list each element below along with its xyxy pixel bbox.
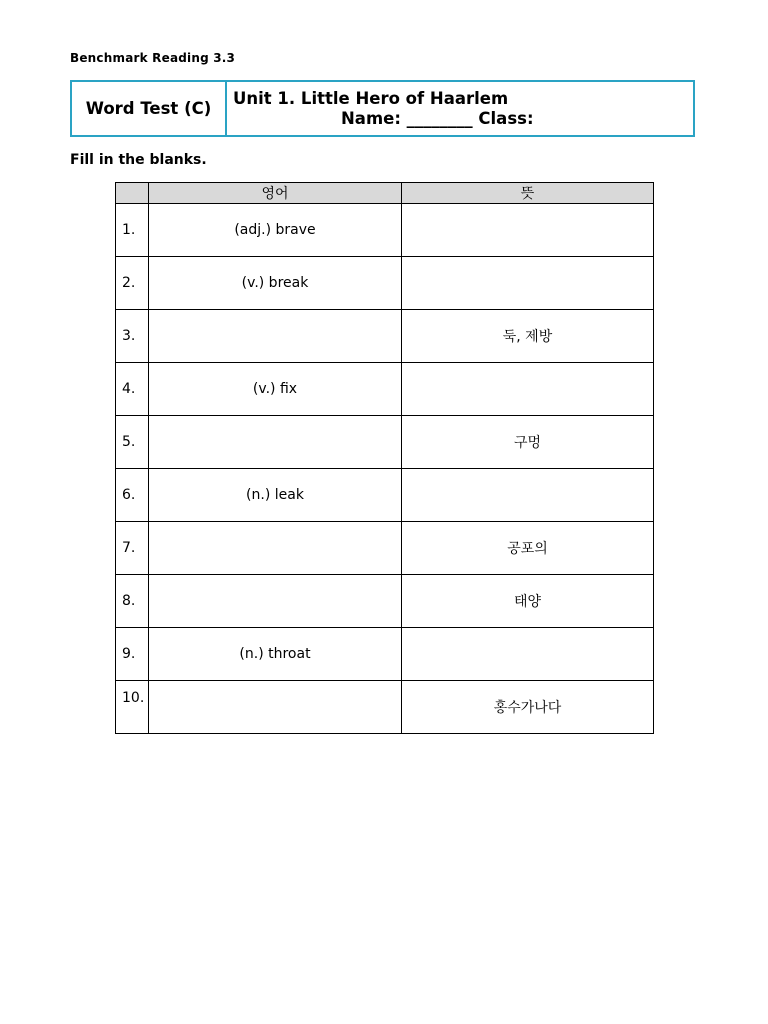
korean-cell[interactable]: 공포의 [402,522,654,575]
table-row [116,469,654,522]
table-row [116,204,654,257]
row-number: 10. [116,681,149,734]
row-number: 7. [116,522,149,575]
korean-cell[interactable] [402,363,654,416]
english-cell[interactable] [149,681,402,734]
table-row [116,575,654,628]
korean-cell[interactable]: 둑, 제방 [402,310,654,363]
table-row [116,416,654,469]
header-label: Benchmark Reading 3.3 [70,51,236,65]
table-row [116,363,654,416]
row-number: 1. [116,204,149,257]
korean-cell[interactable]: 홍수가나다 [402,681,654,734]
header-number [116,183,149,204]
korean-cell[interactable]: 구멍 [402,416,654,469]
title-box [70,80,695,137]
english-cell[interactable] [149,575,402,628]
korean-cell[interactable] [402,257,654,310]
row-number: 3. [116,310,149,363]
english-cell[interactable] [149,416,402,469]
header-english: 영어 [149,183,402,204]
table-row [116,257,654,310]
instruction-text: Fill in the blanks. [70,152,207,168]
row-number: 9. [116,628,149,681]
row-number: 4. [116,363,149,416]
name-class-line: Name: ________ Class: [341,109,534,128]
row-number: 2. [116,257,149,310]
title-info [227,82,693,135]
english-cell[interactable]: (v.) fix [149,363,402,416]
unit-title: Unit 1. Little Hero of Haarlem [233,89,509,108]
english-cell[interactable]: (n.) throat [149,628,402,681]
english-cell[interactable] [149,310,402,363]
korean-cell[interactable] [402,204,654,257]
table-header-row [116,183,654,204]
row-number: 5. [116,416,149,469]
table-row [116,628,654,681]
table-row [116,310,654,363]
table-row [116,681,654,734]
english-cell[interactable]: (adj.) brave [149,204,402,257]
row-number: 6. [116,469,149,522]
korean-cell[interactable]: 태양 [402,575,654,628]
english-cell[interactable]: (v.) break [149,257,402,310]
test-name: Word Test (C) [72,82,227,135]
table-row [116,522,654,575]
korean-cell[interactable] [402,469,654,522]
english-cell[interactable] [149,522,402,575]
english-cell[interactable]: (n.) leak [149,469,402,522]
row-number: 8. [116,575,149,628]
header-korean: 뜻 [402,183,654,204]
korean-cell[interactable] [402,628,654,681]
word-table [115,182,654,734]
